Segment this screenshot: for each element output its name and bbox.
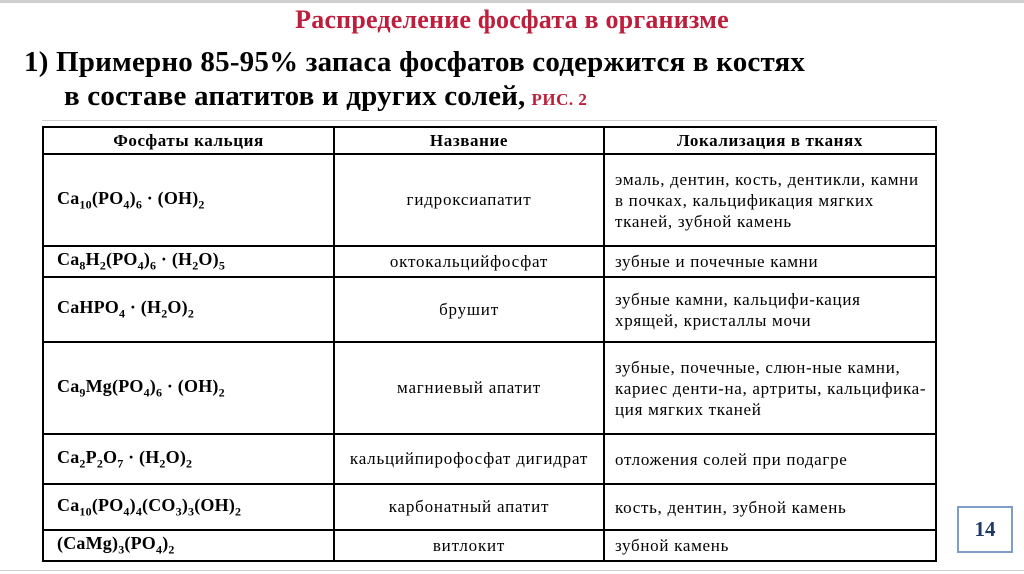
bullet-point: [24, 45, 994, 117]
localization-cell: зубные камни, кальцифи-кация хрящей, кристаллы мочи: [604, 277, 936, 342]
localization-cell: кость, дентин, зубной камень: [604, 484, 936, 530]
table-row: [43, 434, 936, 484]
name-cell: октокальцийфосфат: [334, 246, 604, 277]
formula-cell: $Ca_{10}(PO_4)_4(CO_3)_3(OH)_2$: [43, 484, 334, 530]
formula-cell: $(CaMg)_3(PO_4)_2$: [43, 530, 334, 561]
name-cell: витлокит: [334, 530, 604, 561]
table-row: [43, 530, 936, 561]
formula-cell: $Ca_8H_2(PO_4)_6 \cdot (H_2O)_5$: [43, 246, 334, 277]
slide-bottom-edge: [0, 570, 1024, 571]
table-header-row: [43, 127, 936, 154]
header-calcium-phosphates: Фосфаты кальция: [43, 127, 334, 154]
bullet-number: 1): [24, 46, 49, 78]
localization-cell: зубной камень: [604, 530, 936, 561]
formula-cell: $Ca_9Mg(PO_4)_6 \cdot (OH)_2$: [43, 342, 334, 434]
formula-cell: CaHPO$_4$ · $(H_2O)_2$: [43, 277, 334, 342]
table-row: [43, 154, 936, 246]
slide-top-edge: [0, 0, 1024, 3]
table-row: [43, 277, 936, 342]
bullet-text-2: в составе апатитов и других солей,: [64, 80, 526, 112]
table-row: [43, 246, 936, 277]
name-cell: магниевый апатит: [334, 342, 604, 434]
table-top-hairline: [42, 120, 937, 121]
name-cell: карбонатный апатит: [334, 484, 604, 530]
figure-reference: РИС. 2: [531, 90, 588, 109]
localization-cell: эмаль, дентин, кость, дентикли, камни в почках, кальцификация мягких тканей, зубной камень: [604, 154, 936, 246]
name-cell: брушит: [334, 277, 604, 342]
name-cell: гидроксиапатит: [334, 154, 604, 246]
phosphates-table: [42, 126, 937, 562]
bullet-line-1: [24, 45, 994, 79]
header-localization: Локализация в тканях: [604, 127, 936, 154]
formula-cell: $Ca_{10}(PO_4)_6 \cdot (OH)_2$: [43, 154, 334, 246]
page-title: Распределение фосфата в организме: [295, 5, 729, 34]
bullet-text-1: Примерно 85-95% запаса фосфатов содержится в костях: [56, 46, 806, 78]
bullet-line-2: [64, 79, 994, 117]
table-row: [43, 342, 936, 434]
page-number-badge: [957, 506, 1013, 553]
header-name: Название: [334, 127, 604, 154]
localization-cell: зубные и почечные камни: [604, 246, 936, 277]
localization-cell: зубные, почечные, слюн-ные камни, кариес денти-на, артриты, кальцифика-ция мягких тканей: [604, 342, 936, 434]
formula-cell: $Ca_2P_2O_7 \cdot (H_2O)_2$: [43, 434, 334, 484]
page-number: 14: [974, 517, 996, 541]
localization-cell: отложения солей при подагре: [604, 434, 936, 484]
name-cell: кальцийпирофосфат дигидрат: [334, 434, 604, 484]
table-row: [43, 484, 936, 530]
